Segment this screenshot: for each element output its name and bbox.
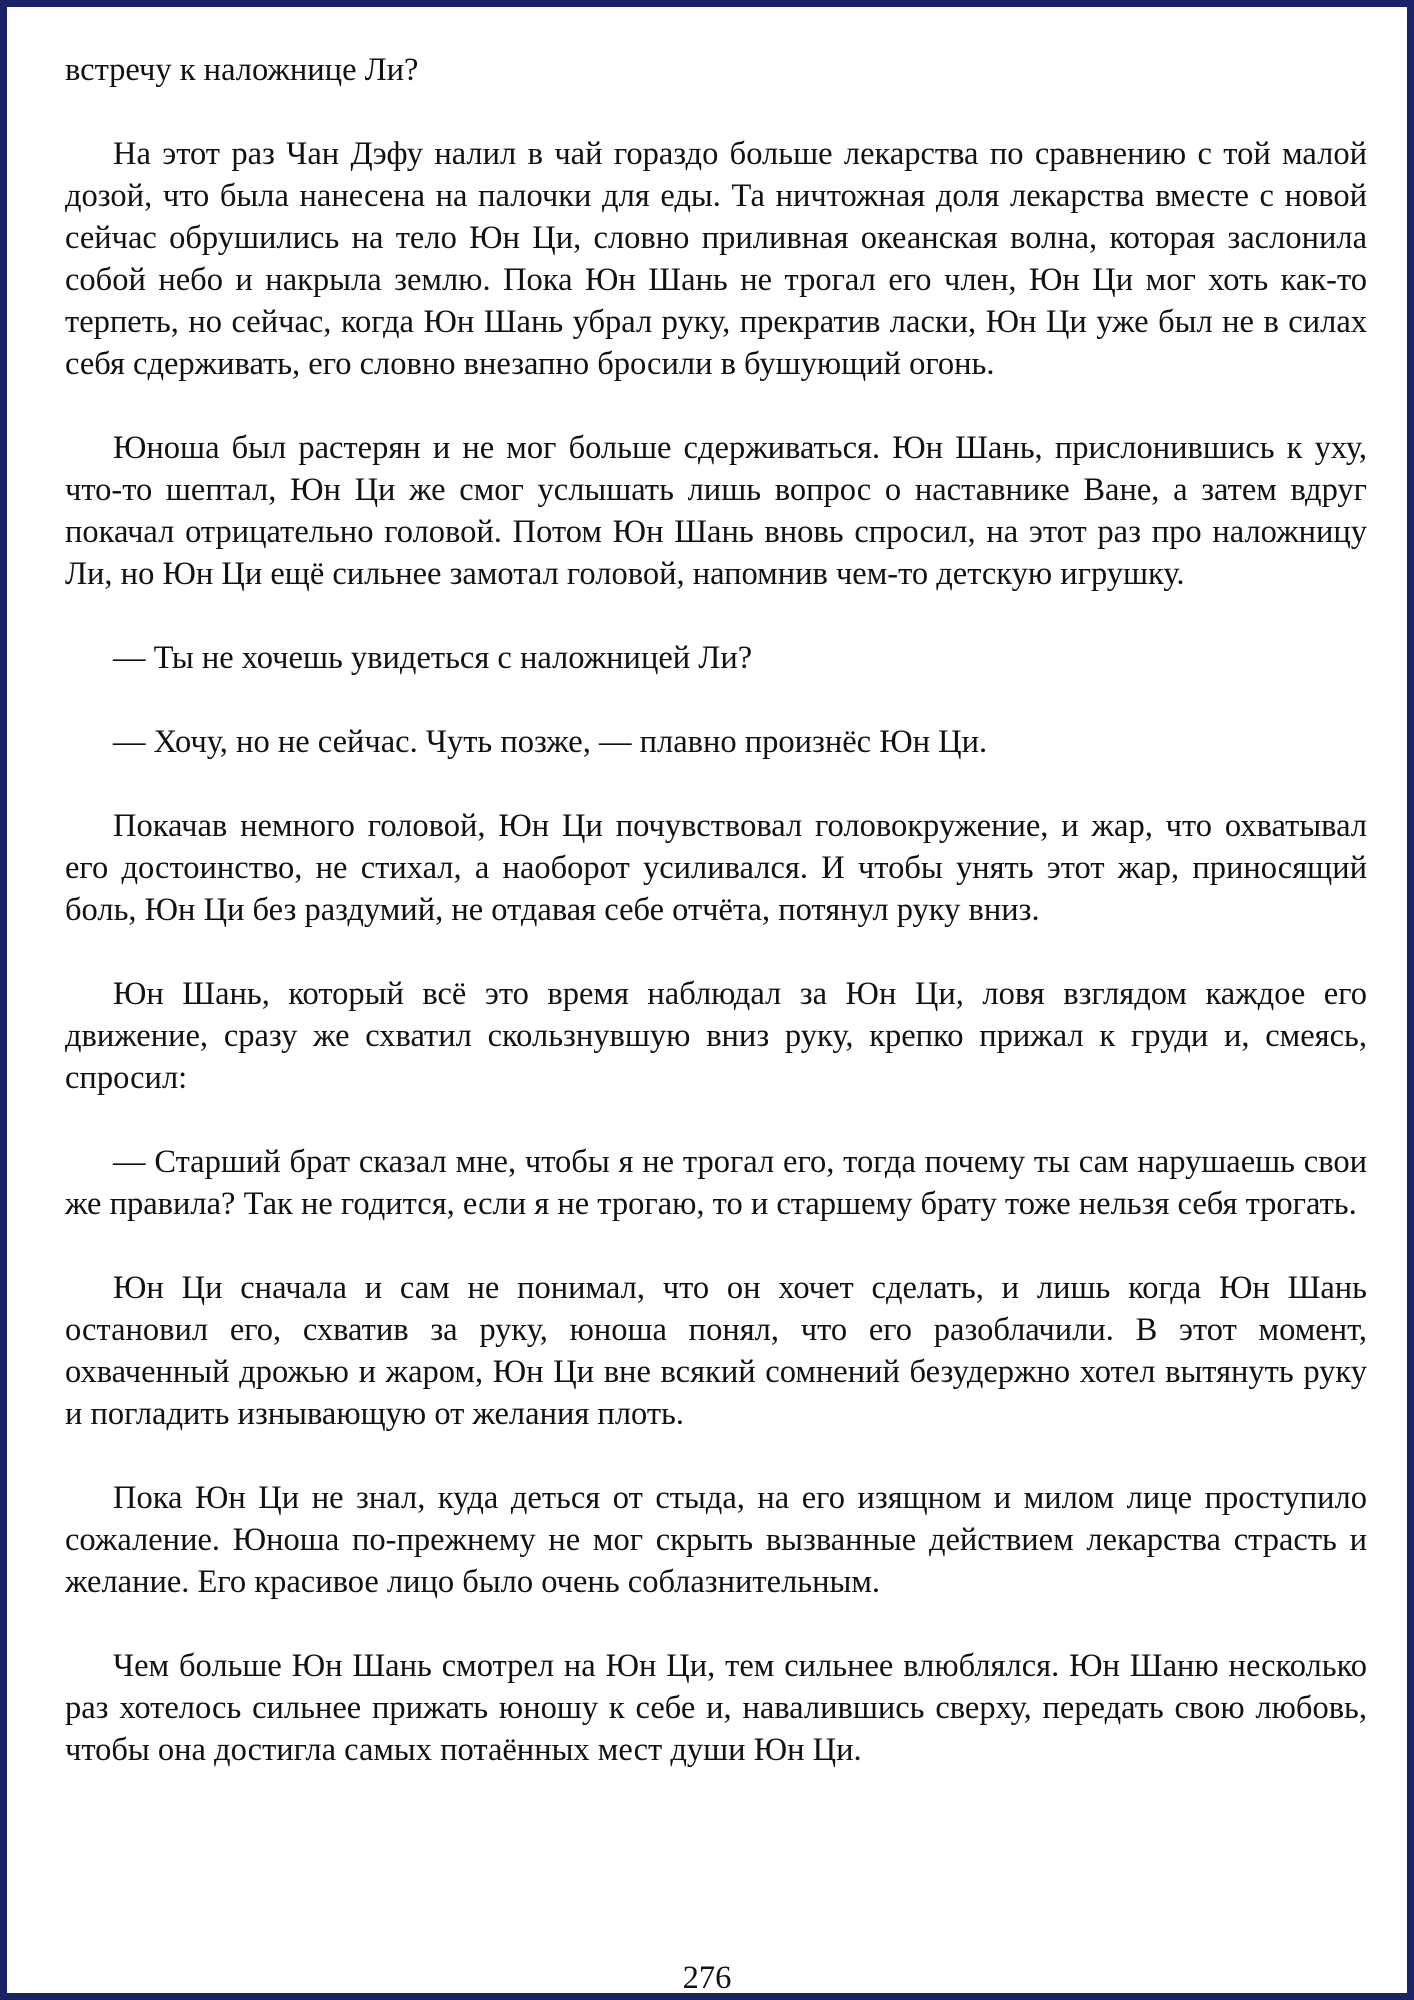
paragraph-7: Юн Шань, который всё это время наблюдал за Юн Ци, ловя взглядом каждое его движение, сразу же схватил скользнувшую вниз руку, крепко прижал к груди и, смеясь, спросил:	[65, 976, 1367, 1096]
paragraph-10: Пока Юн Ци не знал, куда деться от стыда, на его изящном и милом лице проступило сожаление. Юноша по-прежнему не мог скрыть вызванные действием лекарства страсть и желание. Его красивое лицо было очень соблазнительным.	[65, 1480, 1367, 1600]
paragraph-3: Юноша был растерян и не мог больше сдерживаться. Юн Шань, прислонившись к уху, что-то шептал, Юн Ци же смог услышать лишь вопрос о наставнике Ване, а затем вдруг покачал отрицательно головой. Потом Юн Шань вновь спросил, на этот раз про наложницу Ли, но Юн Ци ещё сильнее замотал головой, напомнив чем-то детскую игрушку.	[65, 430, 1367, 592]
paragraph-1: встречу к наложнице Ли?	[65, 52, 419, 88]
paragraph-2: На этот раз Чан Дэфу налил в чай гораздо больше лекарства по сравнению с той малой дозой, что была нанесена на палочки для еды. Та ничтожная доля лекарства вместе с новой сейчас обрушились на тело Юн Ци, словно приливная океанская волна, которая заслонила собой небо и накрыла землю. Пока Юн Шань не трогал его член, Юн Ци мог хоть как-то терпеть, но сейчас, когда Юн Шань убрал руку, прекратив ласки, Юн Ци уже был не в силах себя сдерживать, его словно внезапно бросили в бушующий огонь.	[65, 136, 1367, 382]
paragraph-4-dialogue: — Ты не хочешь увидеться с наложницей Ли?	[113, 640, 753, 676]
paragraph-8-dialogue: — Старший брат сказал мне, чтобы я не трогал его, тогда почему ты сам нарушаешь свои же правила? Так не годится, если я не трогаю, то и старшему брату тоже нельзя себя трогать.	[65, 1144, 1367, 1222]
paragraph-11: Чем больше Юн Шань смотрел на Юн Ци, тем сильнее влюблялся. Юн Шаню несколько раз хотелось сильнее прижать юношу к себе и, навалившись сверху, передать свою любовь, чтобы она достигла самых потаённых мест души Юн Ци.	[65, 1648, 1367, 1768]
paragraph-6: Покачав немного головой, Юн Ци почувствовал головокружение, и жар, что охватывал его достоинство, не стихал, а наоборот усиливался. И чтобы унять этот жар, приносящий боль, Юн Ци без раздумий, не отдавая себе отчёта, потянул руку вниз.	[65, 808, 1367, 928]
paragraph-5-dialogue: — Хочу, но не сейчас. Чуть позже, — плавно произнёс Юн Ци.	[113, 724, 988, 760]
page-number: 276	[682, 1960, 732, 1996]
paragraph-9: Юн Ци сначала и сам не понимал, что он хочет сделать, и лишь когда Юн Шань остановил его, схватив за руку, юноша понял, что его разоблачили. В этот момент, охваченный дрожью и жаром, Юн Ци вне всякий сомнений безудержно хотел вытянуть руку и погладить изнывающую от желания плоть.	[65, 1270, 1367, 1432]
page-text	[65, 49, 1367, 1771]
